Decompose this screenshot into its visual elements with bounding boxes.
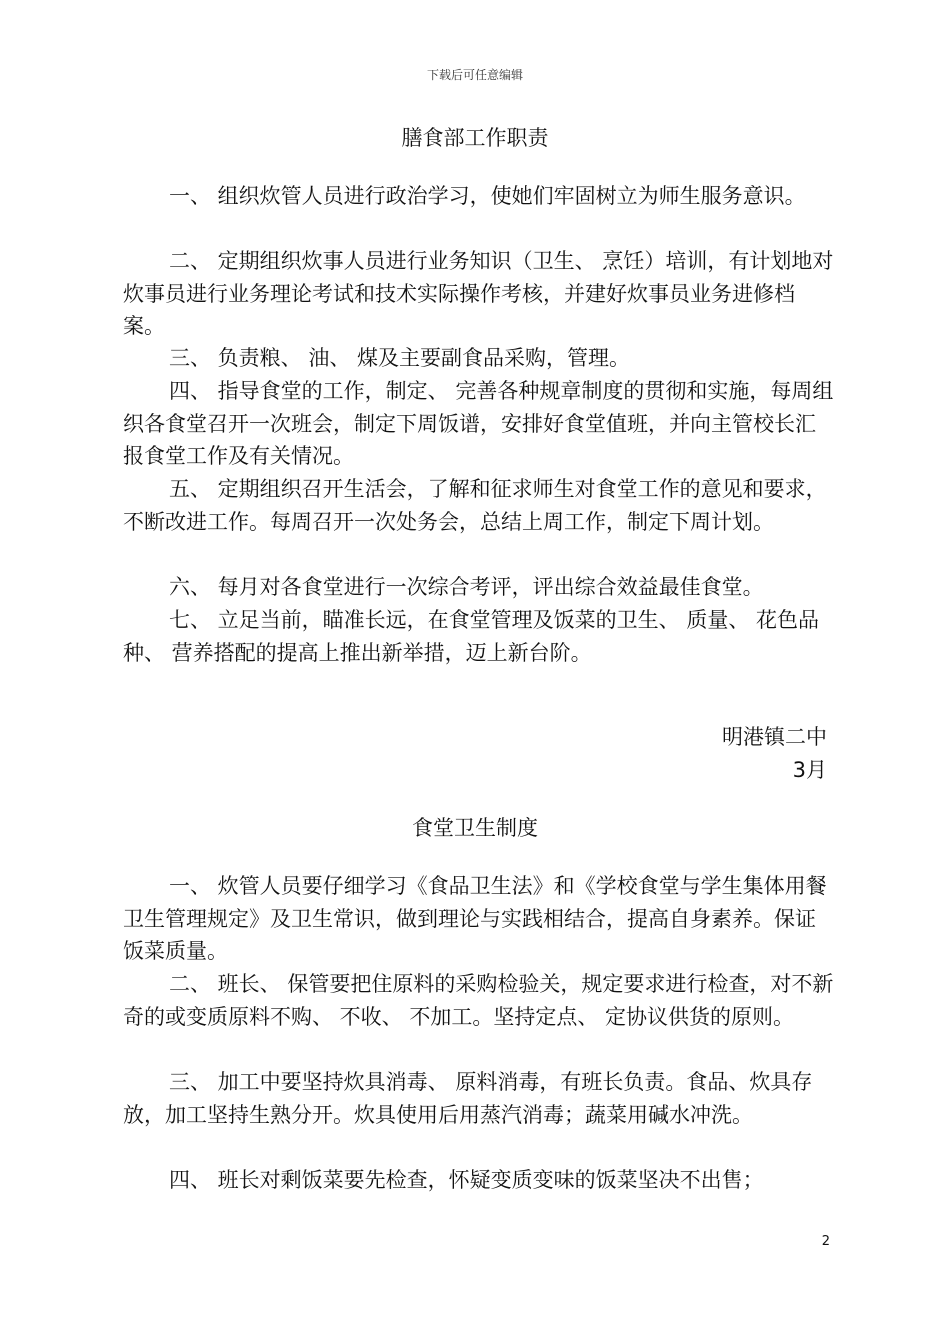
section-title-hygiene: 食堂卫生制度 bbox=[412, 816, 538, 840]
section-title-duties: 膳食部工作职责 bbox=[401, 126, 549, 150]
duty-paragraph-7: 七、 立足当前，瞄准长远，在食堂管理及饭菜的卫生、 质量、 花色品种、 营养搭配的提高上推出新举措，迈上新台阶。 bbox=[123, 608, 820, 665]
hygiene-paragraph-3: 三、 加工中要坚持炊具消毒、 原料消毒，有班长负责。食品、炊具存放，加工坚持生熟分开。炊具使用后用蒸汽消毒；蔬菜用碱水冲洗。 bbox=[123, 1070, 813, 1127]
duty-paragraph-6: 六、 每月对各食堂进行一次综合考评，评出综合效益最佳食堂。 bbox=[169, 575, 764, 599]
hygiene-paragraph-2: 二、 班长、 保管要把住原料的采购检验关，规定要求进行检查，对不新奇的或变质原料不购、 不收、 不加工。坚持定点、 定协议供货的原则。 bbox=[123, 972, 834, 1029]
duty-paragraph-5: 五、 定期组织召开生活会，了解和征求师生对食堂工作的意见和要求，不断改进工作。每周召开一次处务会，总结上周工作，制定下周计划。 bbox=[123, 477, 827, 534]
duty-paragraph-1: 一、 组织炊管人员进行政治学习，使她们牢固树立为师生服务意识。 bbox=[169, 184, 806, 208]
signature-org: 明港镇二中 bbox=[722, 725, 827, 749]
page-number: 2 bbox=[821, 1234, 830, 1249]
hygiene-paragraph-1: 一、 炊管人员要仔细学习《食品卫生法》和《学校食堂与学生集体用餐卫生管理规定》及卫生常识，做到理论与实践相结合，提高自身素养。保证饭菜质量。 bbox=[123, 874, 827, 963]
signature-date: 3月 bbox=[792, 758, 827, 782]
duty-paragraph-4: 四、 指导食堂的工作，制定、 完善各种规章制度的贯彻和实施，每周组织各食堂召开一次班会，制定下周饭谱，安排好食堂值班，并向主管校长汇报食堂工作及有关情况。 bbox=[123, 379, 834, 468]
page-header-note: 下载后可任意编辑 bbox=[426, 68, 523, 82]
duty-paragraph-2: 二、 定期组织炊事人员进行业务知识（卫生、 烹饪）培训，有计划地对炊事员进行业务理论考试和技术实际操作考核，并建好炊事员业务进修档案。 bbox=[123, 249, 834, 338]
hygiene-paragraph-4: 四、 班长对剩饭菜要先检查，怀疑变质变味的饭菜坚决不出售； bbox=[169, 1168, 764, 1192]
duty-paragraph-3: 三、 负责粮、 油、 煤及主要副食品采购，管理。 bbox=[169, 346, 631, 370]
